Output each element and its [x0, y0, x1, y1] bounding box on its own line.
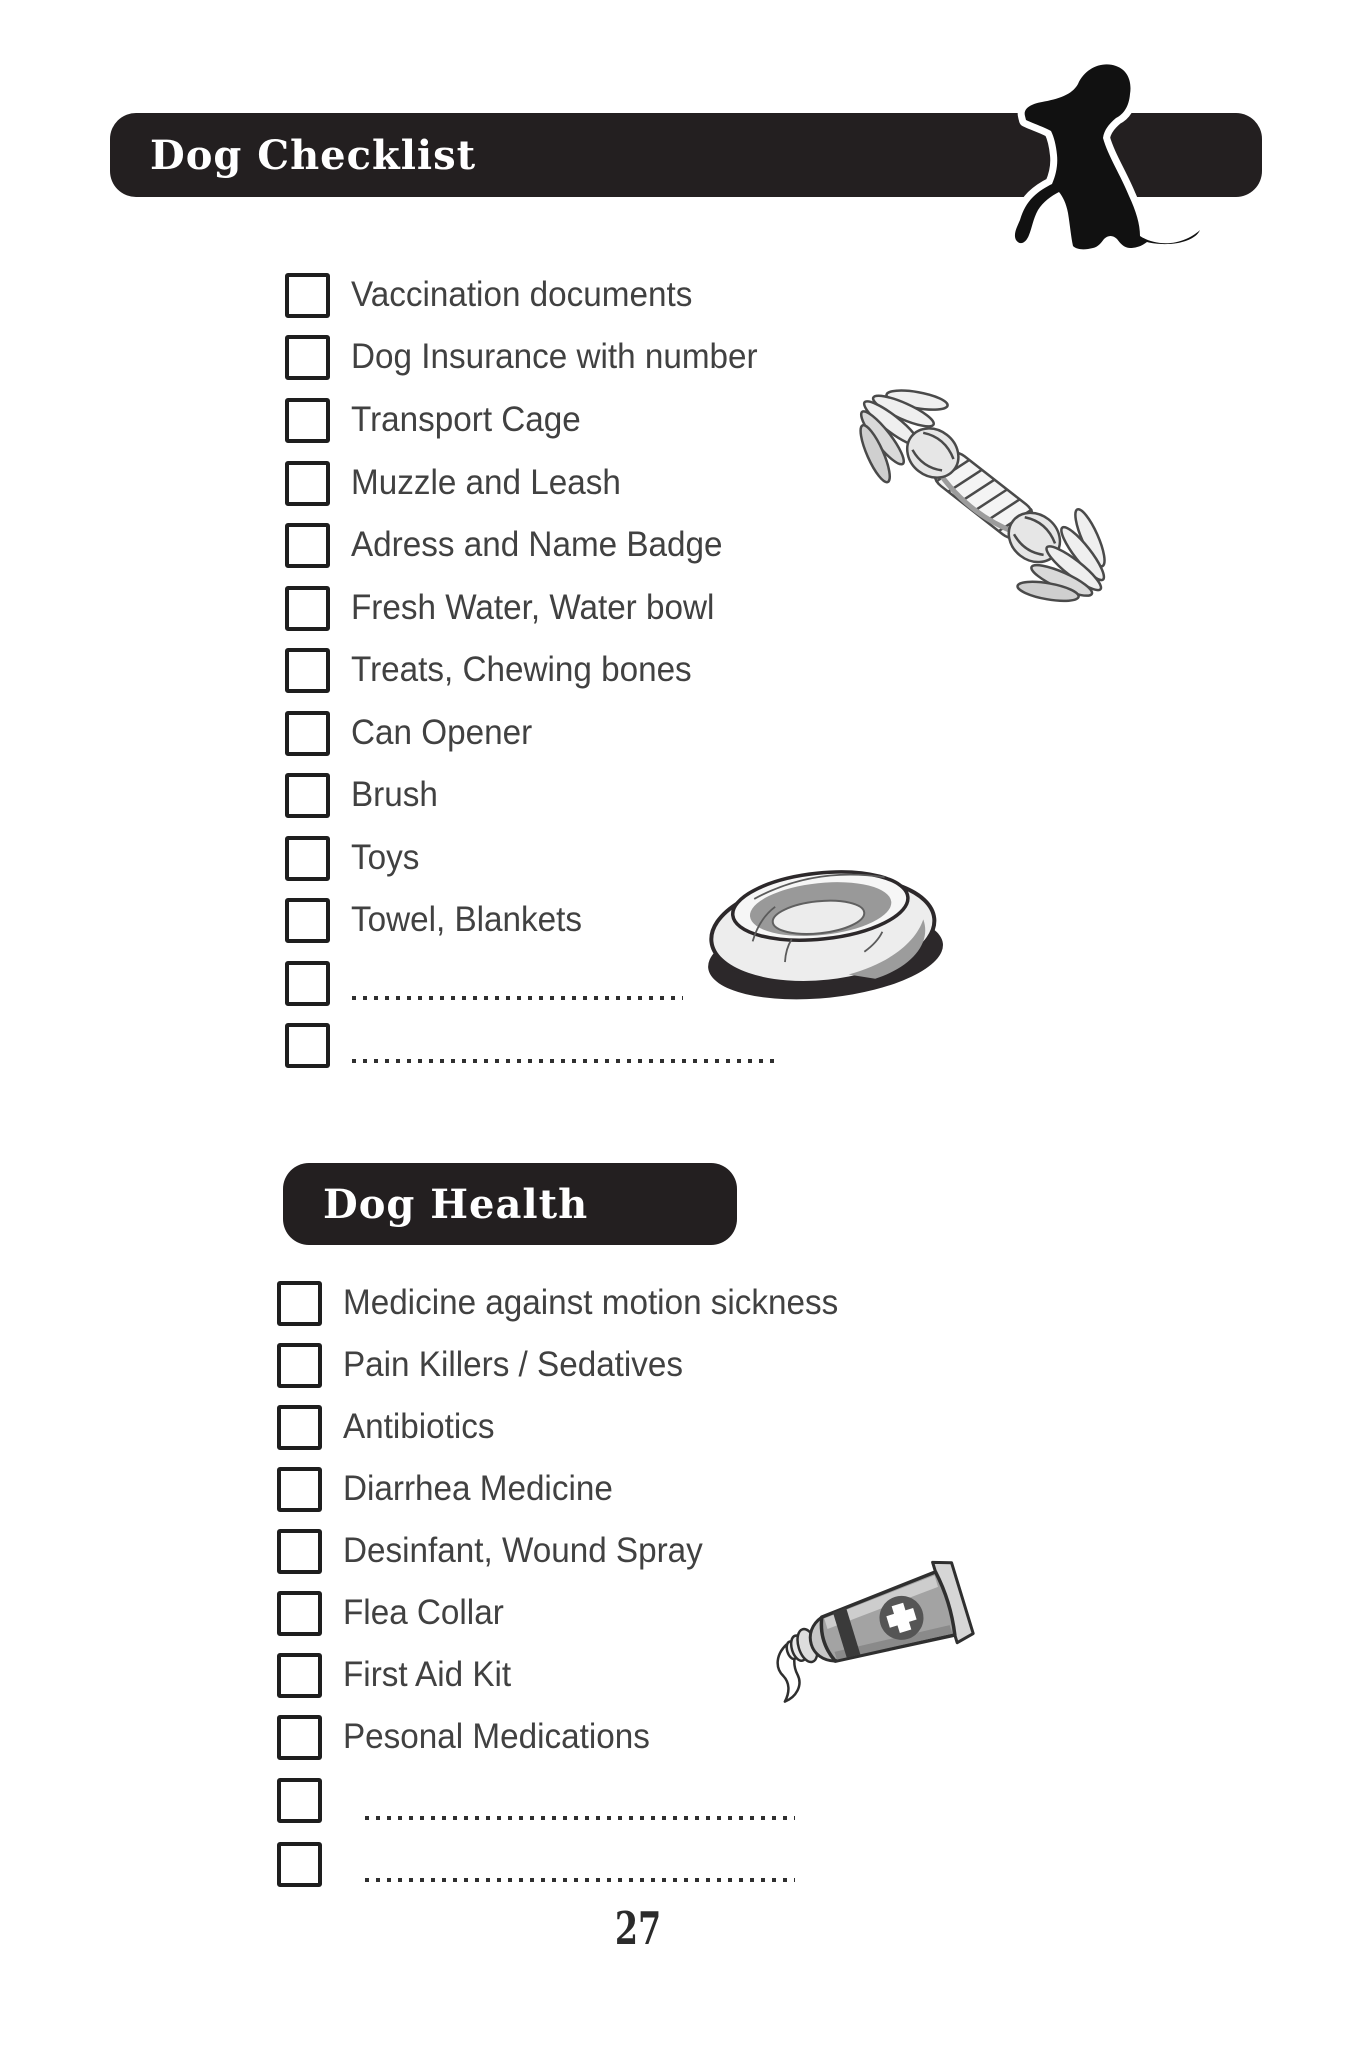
checkbox[interactable]	[277, 1591, 322, 1636]
write-in-line[interactable]	[352, 996, 683, 1000]
checkbox[interactable]	[285, 523, 330, 568]
health-row	[277, 1342, 701, 1388]
health-item-label: First Aid Kit	[343, 1655, 512, 1694]
checkbox[interactable]	[285, 273, 330, 318]
checkbox[interactable]	[285, 836, 330, 881]
checkbox[interactable]	[277, 1281, 322, 1326]
health-item-label: Medicine against motion sickness	[343, 1283, 839, 1322]
checklist-item-label: Vaccination documents	[351, 275, 693, 314]
dog-bowl-illustration	[693, 836, 951, 1008]
checklist-row	[285, 397, 593, 443]
checkbox[interactable]	[277, 1653, 322, 1698]
health-row	[277, 1590, 512, 1636]
checkbox[interactable]	[285, 1023, 330, 1068]
checklist-row	[285, 334, 779, 380]
checkbox[interactable]	[285, 961, 330, 1006]
checkbox[interactable]	[277, 1467, 322, 1512]
checklist-item-label: Brush	[351, 775, 438, 814]
health-item-label: Desinfant, Wound Spray	[343, 1531, 703, 1570]
checklist-row	[285, 835, 423, 881]
health-header-bar	[283, 1163, 737, 1245]
checklist-item-label: Transport Cage	[351, 400, 581, 439]
checkbox[interactable]	[285, 648, 330, 693]
checkbox[interactable]	[277, 1842, 322, 1887]
checklist-row	[285, 710, 542, 756]
health-row	[277, 1652, 520, 1698]
checkbox[interactable]	[285, 335, 330, 380]
page-number: 27	[614, 1902, 662, 1955]
checklist-blank-row	[285, 960, 330, 1006]
checklist-row	[285, 585, 734, 631]
checkbox[interactable]	[285, 773, 330, 818]
checklist-title: Dog Checklist	[150, 131, 477, 179]
health-item-label: Antibiotics	[343, 1407, 495, 1446]
checklist-row	[285, 772, 442, 818]
first-aid-ointment-tube-illustration	[765, 1552, 990, 1702]
health-blank-row	[277, 1841, 322, 1887]
health-row	[277, 1404, 503, 1450]
health-row	[277, 1466, 627, 1512]
health-row	[277, 1280, 864, 1326]
checklist-item-label: Adress and Name Badge	[351, 525, 723, 564]
checkbox[interactable]	[277, 1715, 322, 1760]
checkbox[interactable]	[277, 1405, 322, 1450]
checklist-row	[285, 647, 710, 693]
checklist-item-label: Treats, Chewing bones	[351, 650, 692, 689]
sitting-dog-silhouette-icon	[990, 58, 1240, 258]
checklist-row	[285, 522, 742, 568]
checkbox[interactable]	[277, 1343, 322, 1388]
checkbox[interactable]	[285, 586, 330, 631]
checklist-row	[285, 272, 710, 318]
checklist-row	[285, 460, 635, 506]
health-row	[277, 1528, 722, 1574]
checklist-blank-row	[285, 1022, 330, 1068]
checkbox[interactable]	[277, 1778, 322, 1823]
write-in-line[interactable]	[352, 1059, 780, 1063]
checkbox[interactable]	[285, 398, 330, 443]
checklist-item-label: Toys	[351, 838, 420, 877]
checklist-row	[285, 897, 594, 943]
checkbox[interactable]	[285, 461, 330, 506]
rope-toy-illustration	[826, 378, 1138, 610]
health-item-label: Flea Collar	[343, 1593, 504, 1632]
health-title: Dog Health	[323, 1180, 589, 1228]
write-in-line[interactable]	[365, 1816, 795, 1820]
checkbox[interactable]	[285, 711, 330, 756]
checklist-item-label: Can Opener	[351, 713, 533, 752]
checklist-item-label: Towel, Blankets	[351, 900, 583, 939]
health-blank-row	[277, 1777, 322, 1823]
checkbox[interactable]	[285, 898, 330, 943]
checkbox[interactable]	[277, 1529, 322, 1574]
checklist-item-label: Muzzle and Leash	[351, 463, 621, 502]
write-in-line[interactable]	[365, 1878, 795, 1882]
checklist-item-label: Fresh Water, Water bowl	[351, 588, 715, 627]
health-row	[277, 1714, 666, 1760]
health-item-label: Pain Killers / Sedatives	[343, 1345, 684, 1384]
health-item-label: Pesonal Medications	[343, 1717, 650, 1756]
checklist-item-label: Dog Insurance with number	[351, 337, 758, 376]
health-item-label: Diarrhea Medicine	[343, 1469, 613, 1508]
